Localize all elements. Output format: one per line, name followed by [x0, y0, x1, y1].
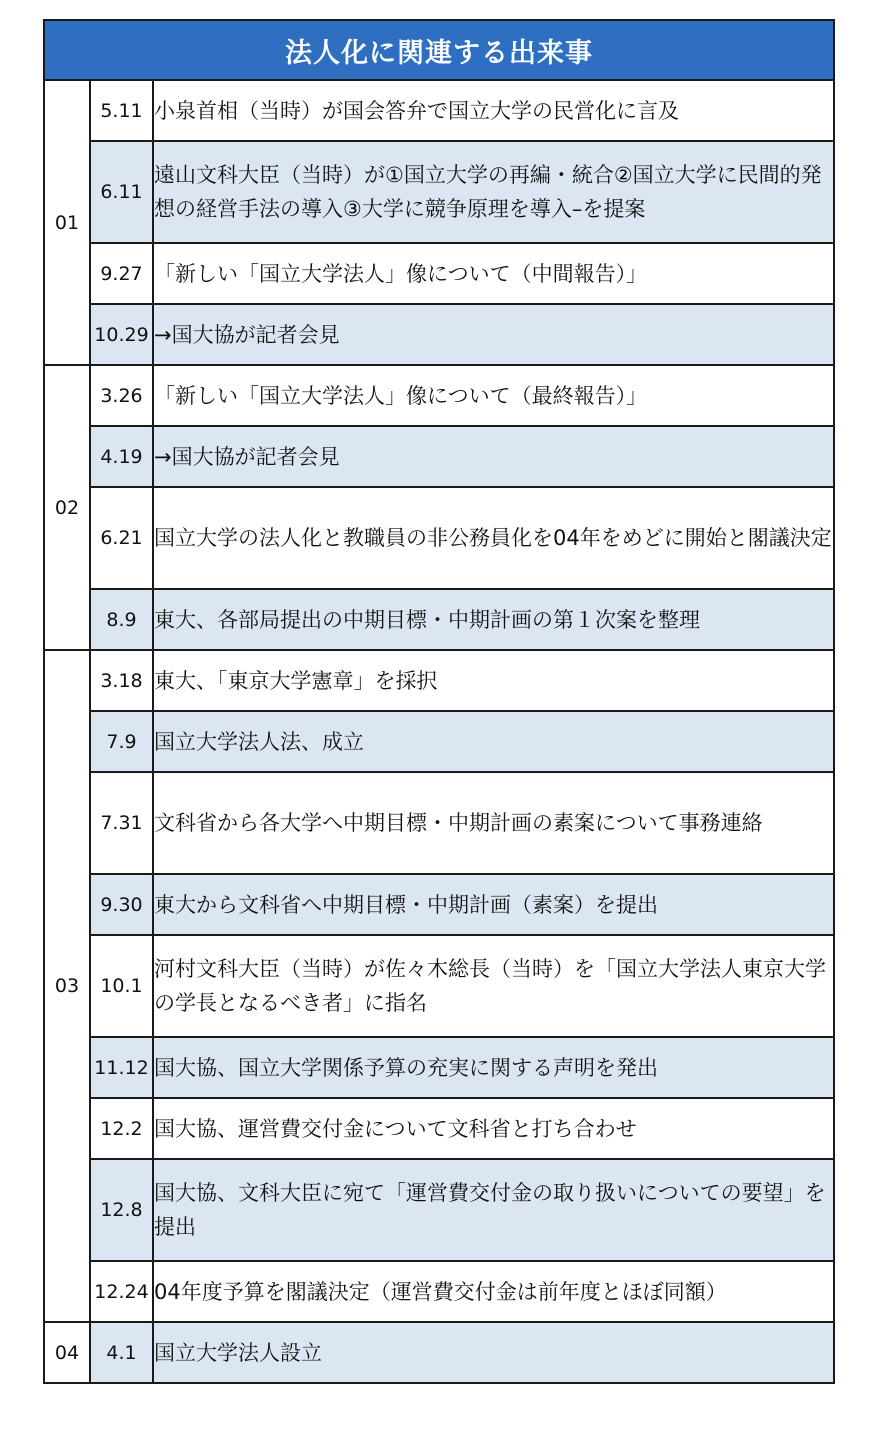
table-row: [44, 141, 834, 243]
event-description: 小泉首相（当時）が国会答弁で国立大学の民営化に言及: [153, 80, 834, 141]
year-cell: 01: [44, 80, 90, 365]
date-cell: 12.24: [90, 1261, 153, 1322]
table-title: 法人化に関連する出来事: [44, 20, 834, 80]
events-table: [43, 19, 835, 1384]
event-description: 「新しい「国立大学法人」像について（中間報告）」: [153, 243, 834, 304]
event-description: →国大協が記者会見: [153, 304, 834, 365]
event-description: 「新しい「国立大学法人」像について（最終報告）」: [153, 365, 834, 426]
date-cell: 8.9: [90, 589, 153, 650]
table-row: [44, 1261, 834, 1322]
date-cell: 3.18: [90, 650, 153, 711]
date-cell: 11.12: [90, 1037, 153, 1098]
date-cell: 12.2: [90, 1098, 153, 1159]
header-row: [44, 20, 834, 80]
event-description: 国立大学法人法、成立: [153, 711, 834, 772]
events-table-container: [43, 19, 835, 1384]
date-cell: 10.1: [90, 935, 153, 1037]
date-cell: 6.11: [90, 141, 153, 243]
events-body: [44, 80, 834, 1383]
event-description: 04年度予算を閣議決定（運営費交付金は前年度とほぼ同額）: [153, 1261, 834, 1322]
event-description: 河村文科大臣（当時）が佐々木総長（当時）を「国立大学法人東京大学の学長となるべき者」に指名: [153, 935, 834, 1037]
date-cell: 4.19: [90, 426, 153, 487]
table-row: [44, 487, 834, 589]
table-row: [44, 243, 834, 304]
table-row: [44, 1037, 834, 1098]
date-cell: 12.8: [90, 1159, 153, 1261]
event-description: 国立大学の法人化と教職員の非公務員化を04年をめどに開始と閣議決定: [153, 487, 834, 589]
table-row: [44, 365, 834, 426]
event-description: →国大協が記者会見: [153, 426, 834, 487]
event-description: 国立大学法人設立: [153, 1322, 834, 1383]
table-row: [44, 426, 834, 487]
date-cell: 10.29: [90, 304, 153, 365]
table-row: [44, 589, 834, 650]
table-row: [44, 1098, 834, 1159]
table-row: [44, 711, 834, 772]
date-cell: 7.9: [90, 711, 153, 772]
table-row: [44, 772, 834, 874]
year-cell: 04: [44, 1322, 90, 1383]
date-cell: 7.31: [90, 772, 153, 874]
table-row: [44, 1322, 834, 1383]
event-description: 東大、各部局提出の中期目標・中期計画の第１次案を整理: [153, 589, 834, 650]
table-row: [44, 650, 834, 711]
table-row: [44, 935, 834, 1037]
table-row: [44, 304, 834, 365]
event-description: 東大、「東京大学憲章」を採択: [153, 650, 834, 711]
table-row: [44, 874, 834, 935]
year-cell: 03: [44, 650, 90, 1322]
event-description: 文科省から各大学へ中期目標・中期計画の素案について事務連絡: [153, 772, 834, 874]
date-cell: 9.27: [90, 243, 153, 304]
table-row: [44, 1159, 834, 1261]
year-cell: 02: [44, 365, 90, 650]
event-description: 国大協、文科大臣に宛て「運営費交付金の取り扱いについての要望」を提出: [153, 1159, 834, 1261]
event-description: 国大協、国立大学関係予算の充実に関する声明を発出: [153, 1037, 834, 1098]
date-cell: 5.11: [90, 80, 153, 141]
date-cell: 4.1: [90, 1322, 153, 1383]
event-description: 国大協、運営費交付金について文科省と打ち合わせ: [153, 1098, 834, 1159]
date-cell: 9.30: [90, 874, 153, 935]
date-cell: 6.21: [90, 487, 153, 589]
event-description: 東大から文科省へ中期目標・中期計画（素案）を提出: [153, 874, 834, 935]
event-description: 遠山文科大臣（当時）が①国立大学の再編・統合②国立大学に民間的発想の経営手法の導入③大学に競争原理を導入–を提案: [153, 141, 834, 243]
table-row: [44, 80, 834, 141]
date-cell: 3.26: [90, 365, 153, 426]
